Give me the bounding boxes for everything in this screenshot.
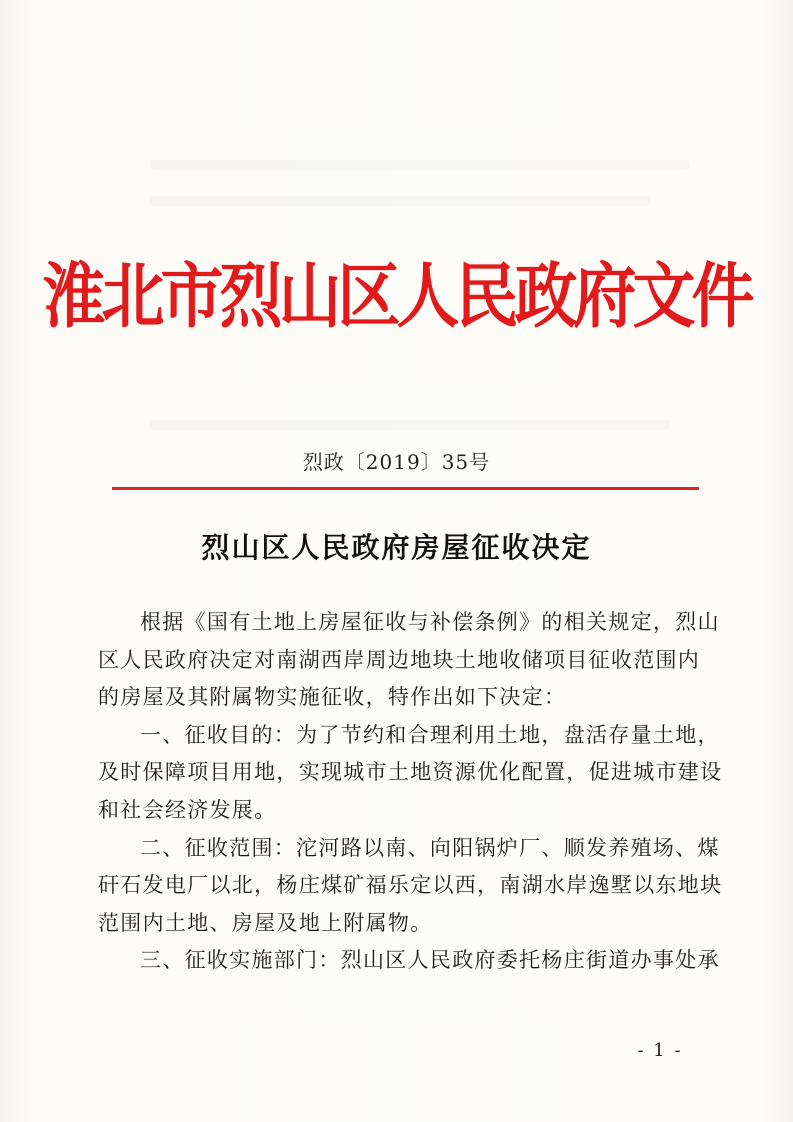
bleed-through-shadow <box>150 196 650 206</box>
document-number: 烈政〔2019〕35号 <box>302 450 491 474</box>
red-divider-line <box>112 487 699 490</box>
body-line: 二、征收范围：沱河路以南、向阳锅炉厂、顺发养殖场、煤 <box>140 835 720 860</box>
body-line: 三、征收实施部门：烈山区人民政府委托杨庄街道办事处承 <box>140 948 720 973</box>
body-line: 区人民政府决定对南湖西岸周边地块土地收储项目征收范围内 <box>98 647 701 672</box>
body-line: 一、征收目的：为了节约和合理利用土地，盘活存量土地， <box>140 722 720 747</box>
bleed-through-shadow <box>150 160 690 170</box>
document-body <box>98 604 723 980</box>
decision-title: 烈山区人民政府房屋征收决定 <box>201 531 592 564</box>
body-line: 的房屋及其附属物实施征收，特作出如下决定： <box>98 685 567 710</box>
body-line: 根据《国有土地上房屋征收与补偿条例》的相关规定，烈山 <box>140 610 720 634</box>
body-line: 范围内土地、房屋及地上附属物。 <box>98 910 433 935</box>
body-line: 和社会经济发展。 <box>98 797 277 822</box>
document-header-title: 淮北市烈山区人民政府文件 <box>42 255 751 338</box>
body-line: 及时保障项目用地，实现城市土地资源优化配置，促进城市建设 <box>98 760 723 785</box>
bleed-through-shadow <box>150 420 670 430</box>
body-line: 矸石发电厂以北，杨庄煤矿福乐定以西，南湖水岸逸墅以东地块 <box>98 873 723 898</box>
page-number: - 1 - <box>637 1040 683 1061</box>
